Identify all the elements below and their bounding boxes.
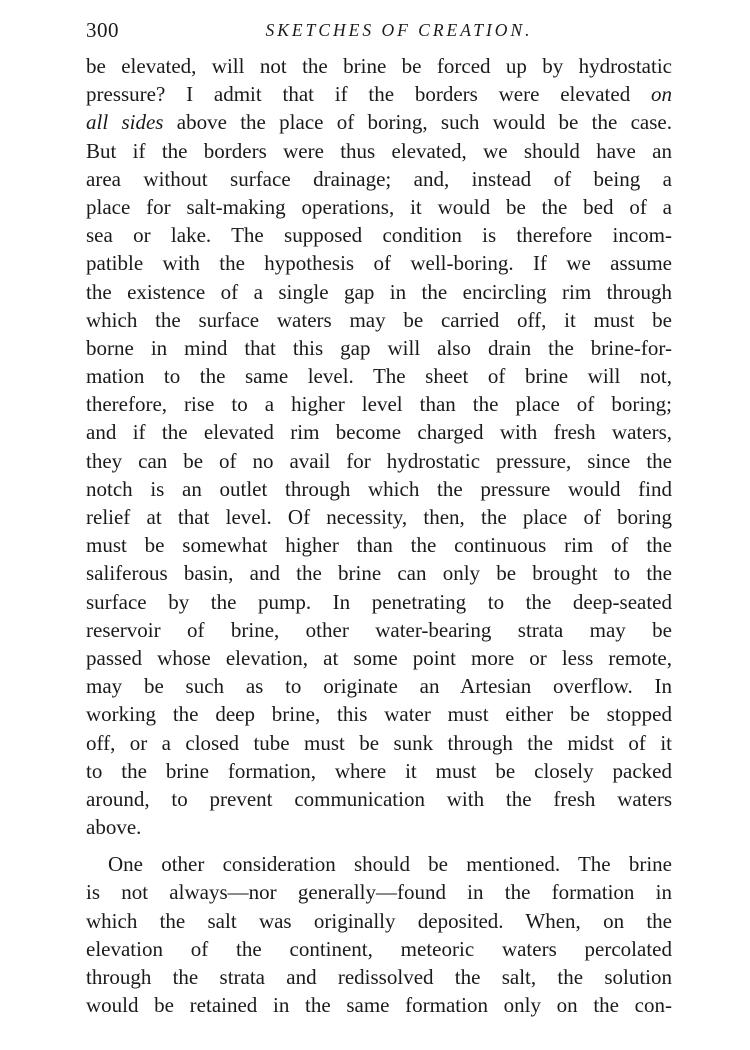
page-number: 300 [86, 18, 119, 42]
text-line [86, 221, 672, 249]
text-run: notch is an outlet through which the pressure would find [86, 476, 672, 501]
text-line [86, 447, 672, 475]
body-text [86, 52, 672, 1019]
text-line [86, 878, 672, 906]
text-run: mation to the same level. The sheet of brine will not, [86, 364, 672, 389]
book-page [86, 18, 672, 1038]
text-line [86, 907, 672, 935]
text-run: area without surface drainage; and, instead of being a [86, 166, 672, 191]
text-line [86, 991, 672, 1019]
text-run: sea or lake. The supposed condition is therefore incom- [86, 223, 672, 248]
running-title: SKETCHES OF CREATION. [265, 20, 533, 40]
text-line [86, 700, 672, 728]
text-line [86, 52, 672, 80]
text-line [86, 165, 672, 193]
paragraph [86, 850, 672, 1019]
text-run: would be retained in the same formation only on the con- [86, 993, 672, 1018]
text-run: and if the elevated rim become charged with fresh waters, [86, 420, 672, 445]
text-run: is not always—nor generally—found in the formation in [86, 880, 672, 905]
text-run: must be somewhat higher than the continuous rim of the [86, 533, 672, 558]
text-line [86, 757, 672, 785]
text-run: be elevated, will not the brine be forced up by hydrostatic [86, 54, 672, 78]
text-run: the existence of a single gap in the encircling rim through [86, 279, 672, 304]
text-run: may be such as to originate an Artesian overflow. In [86, 674, 672, 699]
text-line [86, 963, 672, 991]
text-line [86, 418, 672, 446]
text-line [86, 531, 672, 559]
text-line [86, 475, 672, 503]
text-line [86, 193, 672, 221]
text-run: through the strata and redissolved the salt, the solution [86, 965, 672, 989]
text-line [86, 249, 672, 277]
text-run: borne in mind that this gap will also drain the brine-for- [86, 335, 672, 360]
text-line [86, 850, 672, 878]
text-run: One other consideration should be mentioned. The brine [108, 852, 672, 877]
text-line [86, 785, 672, 813]
text-line [86, 672, 672, 700]
paragraph-gap [86, 841, 672, 850]
text-run: above the place of boring, such would be the case. [163, 110, 672, 135]
text-run: therefore, rise to a higher level than the place of boring; [86, 392, 672, 417]
text-run: above. [86, 815, 142, 840]
text-run: relief at that level. Of necessity, then, the place of boring [86, 505, 672, 529]
text-run: to the brine formation, where it must be closely packed [86, 758, 672, 783]
text-run: patible with the hypothesis of well-boring. If we assume [86, 251, 672, 276]
text-run: place for salt-making operations, it would be the bed of a [86, 194, 672, 219]
text-line [86, 644, 672, 672]
text-line [86, 588, 672, 616]
text-run: they can be of no avail for hydrostatic pressure, since the [86, 448, 672, 473]
text-line [86, 137, 672, 165]
text-line [86, 935, 672, 963]
text-run: surface by the pump. In penetrating to the deep-seated [86, 589, 672, 614]
text-run: elevation of the continent, meteoric waters percolated [86, 936, 672, 961]
running-head [86, 18, 672, 52]
italic-text-run: on [651, 82, 672, 107]
text-run: But if the borders were thus elevated, we should have an [86, 138, 672, 163]
text-line [86, 278, 672, 306]
text-line [86, 334, 672, 362]
text-run: around, to prevent communication with the fresh waters [86, 786, 672, 811]
text-run: passed whose elevation, at some point more or less remote, [86, 645, 672, 670]
paragraph [86, 52, 672, 841]
text-line [86, 108, 672, 136]
text-line [86, 813, 672, 841]
text-line [86, 616, 672, 644]
text-run: which the surface waters may be carried off, it must be [86, 307, 672, 332]
text-run: pressure? I admit that if the borders were elevated [86, 82, 651, 107]
text-run: saliferous basin, and the brine can only be brought to the [86, 561, 672, 586]
text-run: reservoir of brine, other water-bearing strata may be [86, 617, 672, 642]
text-line [86, 559, 672, 587]
text-line [86, 80, 672, 108]
italic-text-run: all sides [86, 110, 164, 135]
text-line [86, 503, 672, 531]
text-line [86, 729, 672, 757]
text-line [86, 306, 672, 334]
text-line [86, 362, 672, 390]
text-line [86, 390, 672, 418]
text-run: off, or a closed tube must be sunk through the midst of it [86, 730, 672, 755]
text-run: which the salt was originally deposited. When, on the [86, 908, 672, 933]
text-run: working the deep brine, this water must either be stopped [86, 702, 672, 727]
